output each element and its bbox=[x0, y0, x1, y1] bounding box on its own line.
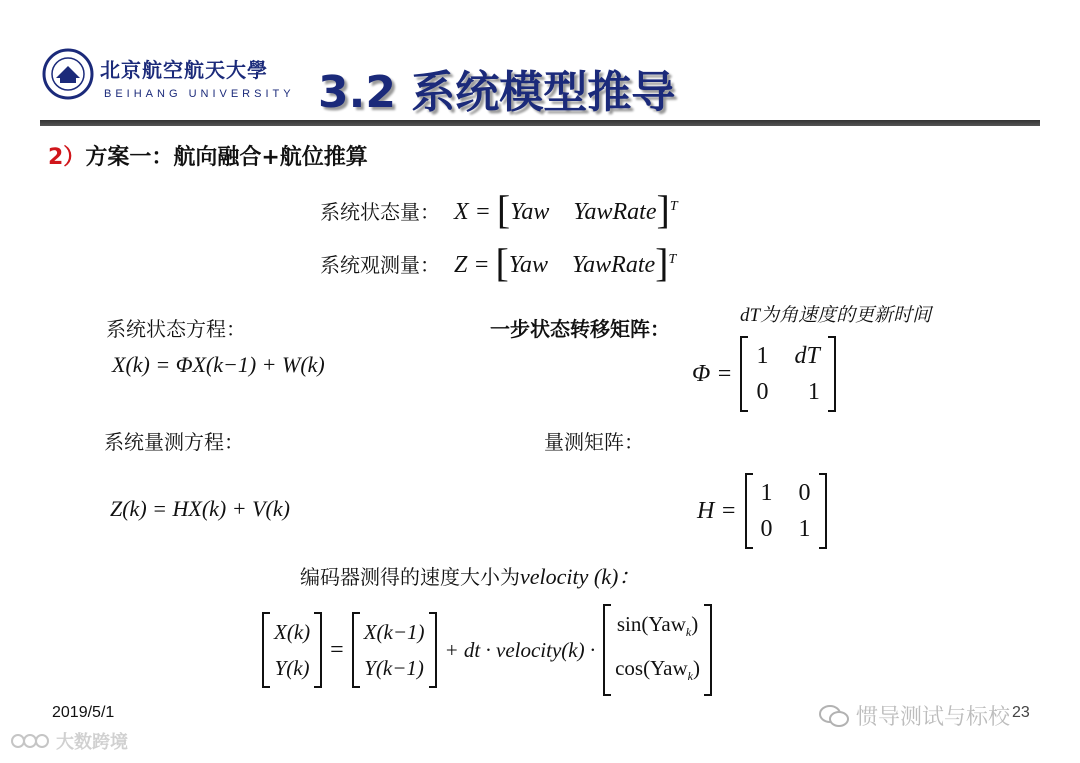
watermark-left bbox=[10, 728, 128, 754]
wechat-icon bbox=[818, 703, 850, 729]
transition-label: 一步状态转移矩阵： bbox=[490, 317, 670, 341]
obs-vector-row bbox=[320, 240, 677, 285]
state-vector-formula: X = [Yaw YawRate]$^T$ bbox=[454, 187, 678, 232]
logo-cn-text: 北京航空航天大學 bbox=[100, 58, 268, 82]
lhs-y: Y(k) bbox=[274, 656, 310, 681]
velocity-line bbox=[300, 560, 640, 591]
obs-vector-formula: Z = [Yaw YawRate]$^T$ bbox=[454, 240, 677, 285]
lhs-x: X(k) bbox=[274, 620, 311, 645]
state-item-yawrate: YawRate bbox=[573, 199, 657, 225]
velocity-equation bbox=[262, 604, 712, 696]
rhs-vector bbox=[352, 612, 437, 688]
trig-cos-sub: k bbox=[687, 669, 693, 684]
obs-vector-label: 系统观测量： bbox=[320, 252, 440, 277]
meas-matrix-lhs: H = bbox=[697, 497, 737, 524]
transition-matrix-block bbox=[692, 336, 836, 412]
meas-eq-label: 系统量测方程： bbox=[104, 430, 244, 454]
trig-sin-sub: k bbox=[685, 625, 692, 640]
state-eq-formula: X(k) = ΦX(k−1) + W(k) bbox=[112, 352, 325, 377]
meas-matrix bbox=[745, 473, 827, 549]
trig-vector: sin(Yaw$_k$) cos(Yaw$_k$) bbox=[603, 604, 712, 696]
trig-cos: cos(Yaw bbox=[615, 656, 688, 681]
logo-en-text: BEIHANG UNIVERSITY bbox=[104, 88, 295, 100]
trig-sin: sin(Yaw bbox=[616, 612, 686, 636]
h-cell-11: 1 bbox=[798, 516, 811, 542]
transition-lhs: Φ = bbox=[692, 360, 733, 387]
obs-item-yaw: Yaw bbox=[508, 252, 549, 278]
meas-eq-formula: Z(k) = HX(k) + V(k) bbox=[110, 496, 290, 521]
beihang-seal-icon bbox=[42, 48, 94, 100]
watermark-left-text: 大数跨境 bbox=[56, 732, 128, 753]
equals-sign: = bbox=[330, 636, 344, 663]
velocity-var: velocity (k)： bbox=[520, 564, 641, 589]
subheading-number: 2） bbox=[48, 145, 86, 170]
t-cell-11: 1 bbox=[807, 379, 820, 405]
subheading-text: 方案一：航向融合+航位推算 bbox=[85, 145, 368, 170]
state-vector-label: 系统状态量： bbox=[320, 199, 440, 224]
meas-matrix-label: 量测矩阵： bbox=[544, 430, 644, 454]
page-title: 3.2 系统模型推导 bbox=[318, 67, 676, 118]
rhs-x: X(k−1) bbox=[363, 620, 425, 645]
t-cell-10: 0 bbox=[756, 379, 769, 405]
university-logo bbox=[42, 48, 94, 100]
obs-item-yawrate: YawRate bbox=[572, 252, 656, 278]
subheading bbox=[48, 140, 368, 171]
velocity-label: 编码器测得的速度大小为 bbox=[300, 565, 520, 589]
state-vector-lhs: X = bbox=[454, 199, 491, 225]
transition-matrix bbox=[740, 336, 835, 412]
transition-note: dT为角速度的更新时间 bbox=[740, 305, 932, 326]
footer-page-number: 23 bbox=[1012, 704, 1030, 721]
obs-vector-sup: T bbox=[668, 252, 677, 267]
velocity-mid-term: + dt · velocity(k) · bbox=[444, 637, 596, 662]
h-cell-00: 1 bbox=[760, 480, 773, 506]
t-cell-01: dT bbox=[794, 343, 820, 369]
watermark-right-text: 惯导测试与标校 bbox=[856, 705, 1011, 730]
watermark-logo-icon bbox=[10, 730, 52, 752]
h-cell-01: 0 bbox=[798, 480, 811, 506]
t-cell-00: 1 bbox=[756, 343, 769, 369]
h-cell-10: 0 bbox=[760, 516, 773, 542]
lhs-vector bbox=[262, 612, 322, 688]
rhs-y: Y(k−1) bbox=[364, 656, 424, 681]
state-eq-label: 系统状态方程： bbox=[106, 317, 246, 341]
watermark-right bbox=[818, 700, 1010, 731]
header-rule bbox=[40, 120, 1040, 126]
footer-date: 2019/5/1 bbox=[52, 704, 115, 721]
obs-vector-lhs: Z = bbox=[454, 252, 490, 278]
state-vector-row bbox=[320, 187, 678, 232]
state-vector-sup: T bbox=[669, 199, 678, 214]
state-item-yaw: Yaw bbox=[510, 199, 550, 225]
meas-matrix-block bbox=[697, 473, 827, 549]
